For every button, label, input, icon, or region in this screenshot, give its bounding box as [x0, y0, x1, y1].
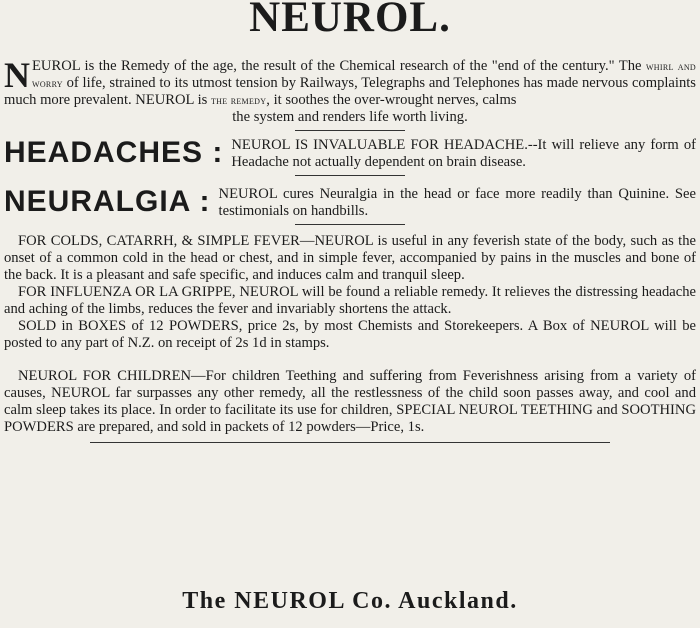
footer-signature: The NEUROL Co. Auckland.: [182, 588, 518, 614]
children-paragraph: NEUROL FOR CHILDREN—For children Teething and suffering from Feverishness arising from a variety of causes, NEUROL far surpasses any other remedy, all the restlessness of the child soon passes away, and cool and calm sleep takes its place. In order to facilitate its use for children, SPECIAL NEUROL TEETHING and SOOTHING POWDERS are prepared, and sold in packets of 12 powders—Price, 1s.: [4, 368, 696, 435]
neuralgia-heading: NEURALGIA :: [4, 185, 211, 218]
footer-divider: [90, 442, 610, 443]
intro-last-line: the system and renders life worth living.: [232, 109, 468, 125]
sold-paragraph: SOLD in BOXES of 12 POWDERS, price 2s, by most Chemists and Storekeepers. A Box of NEUROL will be posted to any part of N.Z. on receipt of 2s 1d in stamps.: [4, 318, 696, 351]
intro-text-3: , it soothes the over-wrought nerves, calms: [266, 92, 517, 108]
intro-text-1: EUROL is the Remedy of the age, the result of the Chemical research of the "end of the century." The: [32, 58, 646, 74]
influenza-paragraph: FOR INFLUENZA OR LA GRIPPE, NEUROL will be found a reliable remedy. It relieves the distressing headache and aching of the limbs, reduces the fever and invariably shortens the attack.: [4, 284, 696, 317]
intro-text-2: of life, strained to its utmost tension by Railways, Telegraphs and Telephones has made nervous complaints much more prevalent. NEUROL is: [4, 75, 696, 108]
headaches-section: [4, 137, 696, 171]
drop-cap: N: [4, 55, 30, 95]
headaches-heading: HEADACHES :: [4, 136, 224, 169]
section-divider: [295, 175, 405, 176]
intro-small-caps-1: whirl and worry: [32, 59, 696, 90]
intro-small-caps-2: the remedy: [210, 93, 267, 107]
neuralgia-section: [4, 186, 696, 220]
section-divider: [295, 130, 405, 131]
headaches-text: NEUROL IS INVALUABLE FOR HEADACHE.--It will relieve any form of Headache not actually dependent on brain disease.: [231, 137, 696, 170]
neuralgia-text: NEUROL cures Neuralgia in the head or face more readily than Quinine. See testimonials on handbills.: [218, 186, 696, 219]
masthead-title: NEUROL.: [249, 0, 451, 36]
section-divider: [295, 224, 405, 225]
intro-paragraph: [4, 55, 696, 126]
colds-paragraph: FOR COLDS, CATARRH, & SIMPLE FEVER—NEUROL is useful in any feverish state of the body, such as the onset of a common cold in the head or chest, and in simple fever, accompanied by pains in the muscles and bone of the back. It is a pleasant and safe specific, and induces calm and tranquil sleep.: [4, 233, 696, 283]
